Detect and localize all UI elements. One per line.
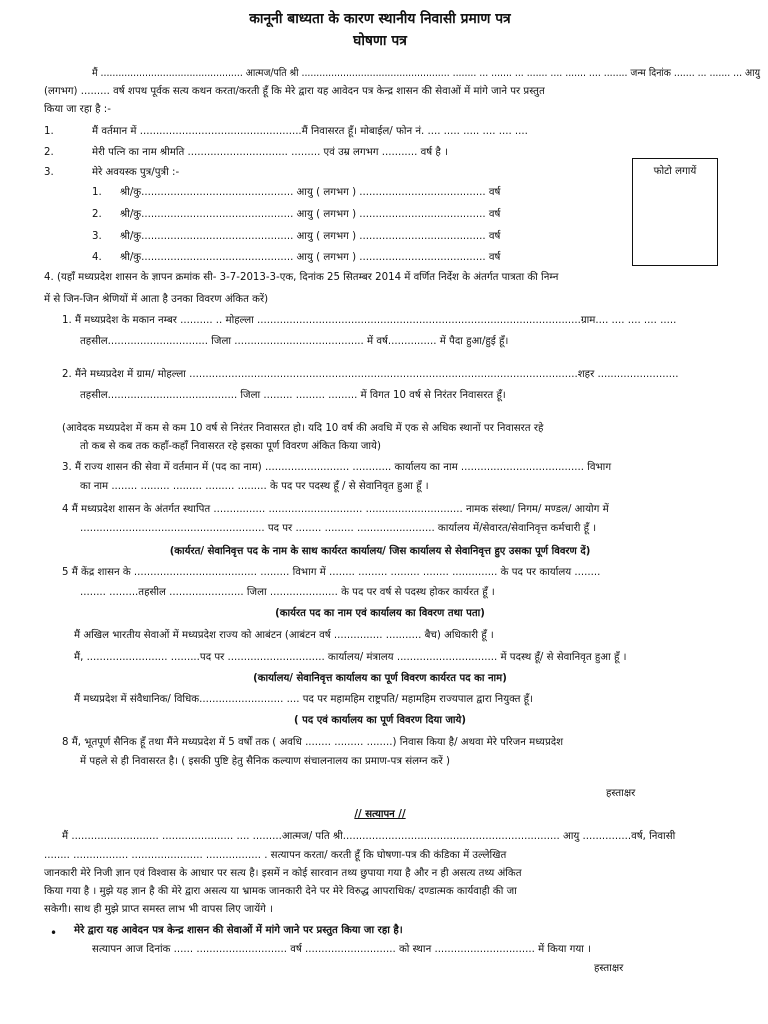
para7-line: मैं, ......................... .........पद पर .............................. कार्यालय/ मंत्रालय ............................... में पदस्थ हूँ/ से सेवानिवृत हुआ हूँ । (74, 652, 627, 663)
item-number: 2. (44, 147, 54, 158)
para9-line-b: में पहले से ही निवासरत है। ( इसकी पुष्टि हेतु सैनिक कल्याण संचालनालय का प्रमाण-पत्र संलग्न करें ) (80, 756, 450, 767)
item-number: 1. (44, 126, 54, 137)
para5-line-a: 5 मैं केंद्र शासन के ...................................... ......... विभाग में ........ ......... ......... ........ .............. के पद पर कार्यालय ........ (62, 567, 601, 578)
verification-bullet-text: मेरे द्वारा यह आवेदन पत्र केन्द्र शासन की सेवाओं में मांगे जाने पर प्रस्तुत किया जा रहा है। (74, 925, 403, 936)
intro-line-3: किया जा रहा है :- (44, 104, 111, 115)
section4-line-1: 4. (यहाँ मध्यप्रदेश शासन के ज्ञापन क्रमांक सी- 3-7-2013-3-एक, दिनांक 25 सितम्बर 2014 में वर्णित निर्देश के अंतर्गत पात्रता की निम्न (44, 272, 559, 283)
child-text: श्री/कु............................................... आयु ( लगभग ) ....................................... वर्ष (120, 209, 501, 220)
para9-line-a: 8 मैं, भूतपूर्ण सैनिक हूँ तथा मैंने मध्यप्रदेश में 5 वर्षों तक ( अवधि ........ ......... ........) निवास किया है/ अथवा मेरे परिजन मध्यप्रदेश (62, 737, 564, 748)
child-text: श्री/कु............................................... आयु ( लगभग ) ....................................... वर्ष (120, 187, 501, 198)
child-text: श्री/कु............................................... आयु ( लगभग ) ....................................... वर्ष (120, 231, 501, 242)
para2-line-a: 2. मैंने मध्यप्रदेश में ग्राम/ मोहल्ला ........................................................................................................................शहर ......................... (62, 369, 679, 380)
verification-line-2: ........ ................. ...................... ................. . सत्यापन करता/ करती हूँ कि घोषणा-पत्र की कंडिका में उल्लेखित (44, 850, 507, 861)
instruction-heading: (कार्यरत/ सेवानिवृत्त पद के नाम के साथ कार्यरत कार्यालय/ जिस कार्यालय से सेवानिवृत्त हुए उसका पूर्ण विवरण दें) (169, 546, 591, 557)
item-text: मैं वर्तमान में ..................................................मैं निवासरत हूँ। मोबाईल/ फोन नं. .... ..... ..... .... .... .... (92, 126, 528, 137)
note-line-2: तो कब से कब तक कहाँ-कहाँ निवासरत रहे इसका पूर्ण विवरण अंकित किया जाये) (80, 441, 381, 452)
child-number: 2. (92, 209, 102, 220)
item-text: मेरी पत्नि का नाम श्रीमति ............................... ......... एवं उम्र लगभग ........... वर्ष है । (92, 147, 448, 158)
photo-label: फोटो लगायें (653, 166, 697, 177)
para3-line-b: का नाम ........ ......... ......... ......... ......... के पद पर पदस्थ हूँ / से सेवानिवृत हुआ हूँ । (80, 481, 429, 492)
intro-line-1: मैं ................................................ आत्मज/पति श्री .................................................. ........ ... ....... ... ....... .... ....... .... ........ जन्म दिनांक ....... ... ....... ... आयु (92, 68, 760, 79)
verification-line-5: सकेगी। साथ ही मुझे प्राप्त समस्त लाभ भी वापस लिए जायेंगे । (44, 904, 273, 915)
child-number: 1. (92, 187, 102, 198)
child-text: श्री/कु............................................... आयु ( लगभग ) ....................................... वर्ष (120, 252, 501, 263)
verification-date-line: सत्यापन आज दिनांक ...... ............................ वर्ष ............................ को स्थान ............................... में किया गया । (92, 944, 592, 955)
intro-line-2: (लगभग) ......... वर्ष शपथ पूर्वक सत्य कथन करता/करती हूँ कि मेरे द्वारा यह आवेदन पत्र केन्द्र शासन की सेवाओं में मांगे जाने पर प्रस्तुत (44, 86, 545, 97)
document-title: कानूनी बाध्यता के कारण स्थानीय निवासी प्रमाण पत्र (249, 11, 511, 27)
item-number: 3. (44, 167, 54, 178)
instruction-heading: ( पद एवं कार्यालय का पूर्ण विवरण दिया जाये) (293, 715, 467, 726)
bullet-icon: • (50, 926, 58, 940)
verification-heading: // सत्यापन // (354, 809, 406, 820)
child-number: 3. (92, 231, 102, 242)
document-subtitle: घोषणा पत्र (353, 33, 407, 49)
para1-line-b: तहसील............................... जिला ........................................ में वर्ष............... में पैदा हुआ/हुई हूँ। (80, 336, 509, 347)
para3-line-a: 3. मैं राज्य शासन की सेवा में वर्तमान में (पद का नाम) .......................... ............ कार्यालय का नाम ...................................... विभाग (62, 462, 612, 473)
para5-line-b: ........ .........तहसील ....................... जिला ..................... के पद पर वर्ष से पदस्थ होकर कार्यरत हूँ । (80, 587, 495, 598)
child-number: 4. (92, 252, 102, 263)
verification-line-3: जानकारी मेरे निजी ज्ञान एवं विश्वास के आधार पर सत्य है। इसमें न कोई सारवान तथ्य छुपाया गया है और न ही असत्य तथ्य अंकित (44, 868, 522, 879)
para1-line-a: 1. मैं मध्यप्रदेश के मकान नम्बर .......... .. मोहल्ला ....................................................................................................ग्राम.... .... .... .... ..... (62, 315, 677, 326)
note-line-1: (आवेदक मध्यप्रदेश में कम से कम 10 वर्ष से निरंतर निवासरत हो। यदि 10 वर्ष की अवधि में एक से अधिक स्थानों पर निवासरत रहे (62, 423, 544, 434)
para4-line-b: ......................................................... पद पर ........ ......... ........................ कार्यालय में/सेवारत/सेवानिवृत्त कर्मचारी हूँ । (80, 523, 597, 534)
instruction-heading: (कार्यालय/ सेवानिवृत्त कार्यालय का पूर्ण विवरण कार्यरत पद का नाम) (253, 673, 507, 684)
item-text: मेरे अवयस्क पुत्र/पुत्री :- (92, 167, 180, 178)
verification-line-1: मैं ........................... ...................... .... .........आत्मज/ पति श्री................................................................... आयु ...............वर्ष, निवासी (62, 831, 676, 842)
section4-line-2: में से जिन-जिन श्रेणियों में आता है उनका विवरण अंकित करें) (44, 294, 269, 305)
verification-line-4: किया गया है । मुझे यह ज्ञान है की मेरे द्वारा असत्य या भ्रामक जानकारी देने पर मेरे विरुद्ध आपराधिक/ दण्डात्मक कार्यवाही की जा (44, 886, 517, 897)
para8-line: मैं मध्यप्रदेश में संवैधानिक/ विधिक.......................... .... पद पर महामहिम राष्ट्रपति/ महामहिम राज्यपाल द्वारा नियुक्त हूँ। (74, 694, 533, 705)
para4-line-a: 4 मैं मध्यप्रदेश शासन के अंतर्गत स्थापित ................ ............................. .............................. नामक संस्था/ निगम/ मण्डल/ आयोग में (62, 504, 609, 515)
instruction-heading: (कार्यरत पद का नाम एवं कार्यालय का विवरण तथा पता) (275, 608, 485, 619)
signature-label: हस्ताक्षर (594, 963, 624, 974)
para6-line: मैं अखिल भारतीय सेवाओं में मध्यप्रदेश राज्य को आबंटन (आबंटन वर्ष ............... ........... बैच) अधिकारी हूँ । (74, 630, 494, 641)
para2-line-b: तहसील........................................ जिला ......... ......... ......... में विगत 10 वर्ष से निरंतर निवासरत हूँ। (80, 390, 506, 401)
signature-label: हस्ताक्षर (606, 788, 636, 799)
